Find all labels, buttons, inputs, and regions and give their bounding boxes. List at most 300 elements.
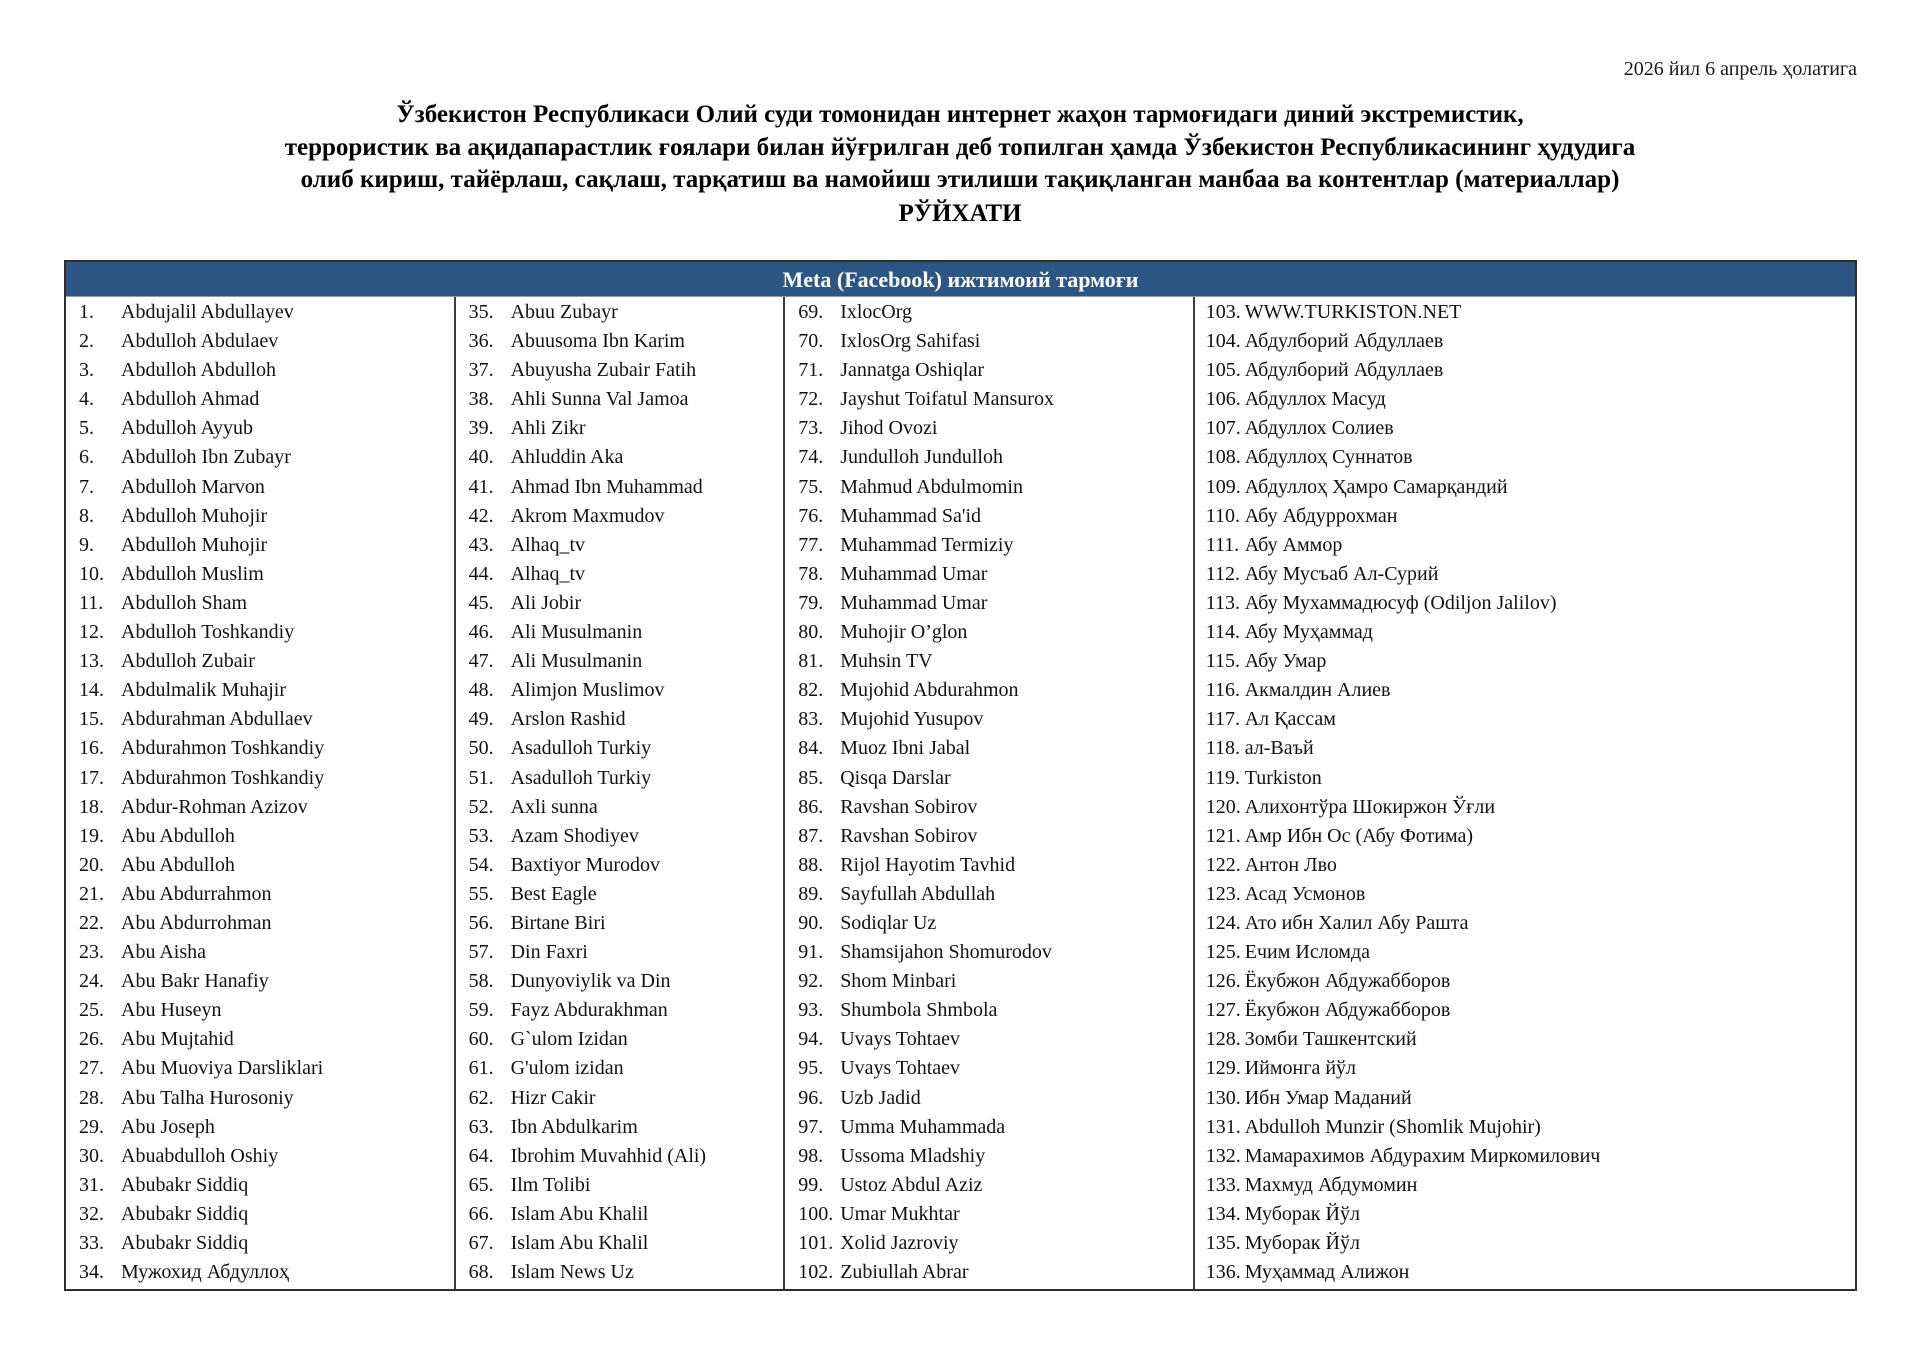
list-item [785,1229,1193,1258]
item-number: 56. [468,911,494,934]
list-item [66,1171,454,1200]
list-item [456,822,784,851]
item-label: Abu Huseyn [121,999,222,1022]
item-label: Abdulloh Muhojir [121,533,268,556]
item-label: Abu Muoviya Darsliklari [121,1057,324,1080]
item-label: Uvays Tohtaev [840,1057,961,1080]
item-number: 109. [1205,475,1241,498]
list-item [456,647,784,676]
item-number: 123. [1205,882,1241,905]
item-number: 50. [468,737,494,760]
list-item [66,851,454,880]
list-item [1195,996,1855,1025]
list-item [66,356,454,385]
list-item [1195,734,1855,763]
item-label: Muhammad Termiziy [840,533,1014,556]
item-label: Зомби Ташкентский [1244,1028,1417,1051]
item-label: Zubiullah Abrar [840,1261,969,1284]
list-item [785,647,1193,676]
item-label: G'ulom izidan [510,1057,624,1080]
list-item [785,909,1193,938]
item-label: Arslon Rashid [510,708,626,731]
item-label: Ibrohim Muvahhid (Ali) [510,1144,707,1167]
item-number: 67. [468,1232,494,1254]
item-label: Abdulloh Sham [121,591,248,614]
item-number: 3. [79,359,94,382]
list-item [1195,443,1855,472]
list-item [785,502,1193,531]
list-item [1195,647,1855,676]
list-item [785,1054,1193,1083]
item-number: 12. [79,621,104,644]
table-column-4 [1193,297,1855,1289]
item-label: Abubakr Siddiq [121,1232,249,1254]
list-item [1195,705,1855,734]
item-number: 77. [798,533,824,556]
table-column-2 [454,297,784,1289]
item-label: Rijol Hayotim Tavhid [840,853,1016,876]
list-item [785,589,1193,618]
item-number: 80. [798,621,824,644]
list-item [456,967,784,996]
list-item [1195,1054,1855,1083]
item-number: 14. [79,679,104,702]
list-item [66,1258,454,1287]
item-label: Turkiston [1244,766,1322,789]
list-item [66,618,454,647]
item-number: 20. [79,853,104,876]
item-number: 114. [1205,621,1240,644]
item-number: 51. [468,766,494,789]
item-number: 59. [468,999,494,1022]
item-number: 111. [1205,533,1240,556]
item-label: Uvays Tohtaev [840,1028,961,1051]
item-label: Mujohid Yusupov [840,708,984,731]
item-number: 133. [1205,1173,1241,1196]
item-number: 17. [79,766,104,789]
list-item [1195,618,1855,647]
item-label: Shom Minbari [840,970,957,993]
item-number: 120. [1205,795,1241,818]
title-caption: РЎЙХАТИ [898,199,1022,227]
item-number: 48. [468,679,494,702]
item-number: 61. [468,1057,494,1080]
list-item [1195,1258,1855,1287]
item-label: Махмуд Абдумомин [1244,1173,1418,1196]
item-number: 84. [798,737,824,760]
item-label: Sodiqlar Uz [840,911,937,934]
item-label: Fayz Abdurakhman [510,999,668,1022]
list-item [66,880,454,909]
list-item [66,298,454,327]
item-label: Ато ибн Халил Абу Рашта [1244,911,1469,934]
item-label: Muoz Ibni Jabal [840,737,971,760]
item-label: Abdulloh Ibn Zubayr [121,446,291,469]
list-item [785,822,1193,851]
item-label: Alimjon Muslimov [510,679,665,702]
item-number: 57. [468,941,494,964]
list-item [1195,938,1855,967]
item-label: Xolid Jazroviy [840,1232,959,1254]
list-item [456,1025,784,1054]
item-label: Mahmud Abdulmomin [840,475,1023,498]
item-number: 132. [1205,1144,1241,1167]
item-number: 86. [798,795,824,818]
item-label: Abu Abdulloh [121,853,235,876]
item-label: Abu Mujtahid [121,1028,234,1051]
item-number: 41. [468,475,494,498]
item-number: 97. [798,1115,824,1138]
item-number: 11. [79,591,104,614]
item-number: 21. [79,882,104,905]
item-number: 62. [468,1086,494,1109]
item-number: 72. [798,388,824,411]
table-body [66,297,1855,1289]
item-number: 106. [1205,388,1241,411]
list-item [66,589,454,618]
list-item [66,1113,454,1142]
item-number: 107. [1205,417,1241,440]
item-number: 45. [468,591,494,614]
item-number: 128. [1205,1028,1241,1051]
list-item [66,793,454,822]
item-number: 54. [468,853,494,876]
list-item [456,443,784,472]
item-label: Birtane Biri [510,911,606,934]
list-item [66,443,454,472]
item-number: 90. [798,911,824,934]
item-number: 25. [79,999,104,1022]
list-item [456,1142,784,1171]
item-label: Islam News Uz [510,1261,634,1284]
item-label: ал-Ваъй [1244,737,1314,760]
item-number: 63. [468,1115,494,1138]
item-number: 1. [79,301,94,323]
list-item [456,1054,784,1083]
item-label: G`ulom Izidan [510,1028,628,1051]
list-item [456,734,784,763]
list-item [456,1258,784,1287]
item-number: 122. [1205,853,1241,876]
item-number: 71. [798,359,824,382]
item-number: 136. [1205,1261,1241,1284]
item-label: Абу Муҳаммад [1244,621,1373,644]
item-label: Azam Shodiyev [510,824,639,847]
list-item [66,1084,454,1113]
list-item [456,298,784,327]
list-item [456,560,784,589]
list-item [66,473,454,502]
list-item [785,734,1193,763]
item-label: Islam Abu Khalil [510,1232,649,1254]
item-label: Abdulloh Muhojir [121,504,268,527]
list-item [1195,880,1855,909]
item-label: Muhammad Umar [840,591,988,614]
item-number: 89. [798,882,824,905]
list-item [456,880,784,909]
item-label: Abuu Zubayr [510,301,618,323]
item-label: Абу Умар [1244,650,1327,673]
list-item [1195,909,1855,938]
item-number: 38. [468,388,494,411]
list-item [1195,822,1855,851]
list-item [66,996,454,1025]
list-item [66,938,454,967]
list-item [66,967,454,996]
list-item [785,327,1193,356]
list-item [66,1229,454,1258]
item-label: Muhsin TV [840,650,933,673]
list-item [1195,793,1855,822]
item-label: Абдулборий Абдуллаев [1244,330,1444,353]
item-label: IxlocOrg [840,301,913,323]
list-item [785,473,1193,502]
item-number: 81. [798,650,824,673]
list-item [66,764,454,793]
title-line-1: Ўзбекистон Республикаси Олий суди томонидан интернет жаҳон тармоғидаги диний экстремистик, [396,101,1524,128]
item-number: 64. [468,1144,494,1167]
item-number: 76. [798,504,824,527]
item-number: 124. [1205,911,1241,934]
item-label: Muhammad Sa'id [840,504,981,527]
item-number: 126. [1205,970,1241,993]
list-item [785,938,1193,967]
item-label: Abdurahmon Toshkandiy [121,737,325,760]
item-label: Abdurahmon Toshkandiy [121,766,325,789]
item-number: 65. [468,1173,494,1196]
list-item [785,764,1193,793]
item-number: 112. [1205,562,1240,585]
list-item [785,793,1193,822]
item-label: Абдулборий Абдуллаев [1244,359,1444,382]
item-number: 74. [798,446,824,469]
list-item [1195,298,1855,327]
list-item [66,560,454,589]
item-label: Абдуллоҳ Суннатов [1244,446,1413,469]
item-label: Muhammad Umar [840,562,988,585]
item-label: Абдуллох Солиев [1244,417,1394,440]
list-item [456,793,784,822]
item-label: Muhojir O’glon [840,621,968,644]
item-label: Asadulloh Turkiy [510,766,652,789]
item-number: 35. [468,301,494,323]
list-item [1195,967,1855,996]
item-label: Муборак Йўл [1244,1202,1360,1225]
list-item [1195,1171,1855,1200]
item-label: Ilm Tolibi [510,1173,591,1196]
list-item [1195,1200,1855,1229]
list-item [785,298,1193,327]
list-item [785,385,1193,414]
list-item [456,1200,784,1229]
item-number: 5. [79,417,94,440]
item-label: Алихонтўра Шокиржон Ўғли [1244,795,1496,818]
item-number: 87. [798,824,824,847]
item-label: Abuusoma Ibn Karim [510,330,685,353]
list-item [456,676,784,705]
item-label: Антон Лво [1244,853,1337,876]
item-label: Mujohid Abdurahmon [840,679,1019,702]
list-item [785,1258,1193,1287]
item-number: 75. [798,475,824,498]
item-label: Ali Musulmanin [510,650,643,673]
item-label: Best Eagle [510,882,597,905]
item-number: 37. [468,359,494,382]
item-number: 9. [79,533,94,556]
item-number: 49. [468,708,494,731]
list-item [456,996,784,1025]
list-item [456,1084,784,1113]
item-number: 83. [798,708,824,731]
item-number: 116. [1205,679,1240,702]
item-number: 102. [798,1261,834,1284]
item-label: Abuyusha Zubair Fatih [510,359,697,382]
list-item [1195,356,1855,385]
item-number: 104. [1205,330,1241,353]
item-label: Ёкубжон Абдужабборов [1244,970,1451,993]
list-item [456,414,784,443]
item-label: Абдуллоҳ Ҳамро Самарқандий [1244,475,1508,498]
item-label: Абу Абдуррохман [1244,504,1398,527]
item-label: Муҳаммад Алижон [1244,1261,1410,1284]
item-label: Alhaq_tv [510,562,585,585]
item-number: 134. [1205,1202,1241,1225]
item-number: 117. [1205,708,1240,731]
list-item [1195,851,1855,880]
item-label: Jayshut Toifatul Mansurox [840,388,1054,411]
list-item [66,1025,454,1054]
list-item [785,967,1193,996]
item-label: Ussoma Mladshiy [840,1144,986,1167]
list-item [456,356,784,385]
item-label: WWW.TURKISTON.NET [1244,301,1462,323]
list-item [785,880,1193,909]
item-label: Abu Abdulloh [121,824,235,847]
item-number: 10. [79,562,104,585]
item-number: 22. [79,911,104,934]
list-item [1195,327,1855,356]
list-item [785,705,1193,734]
item-label: Ёкубжон Абдужабборов [1244,999,1451,1022]
item-label: Abdulloh Marvon [121,475,265,498]
item-number: 92. [798,970,824,993]
table-column-1 [66,297,454,1289]
item-number: 69. [798,301,824,323]
item-label: Абу Мусъаб Ал-Сурий [1244,562,1439,585]
item-number: 30. [79,1144,104,1167]
item-label: Abdulloh Ahmad [121,388,260,411]
list-item [785,1171,1193,1200]
list-item [785,618,1193,647]
list-item [456,618,784,647]
item-number: 8. [79,504,94,527]
list-item [785,1084,1193,1113]
item-label: Abdur-Rohman Azizov [121,795,308,818]
list-item [66,676,454,705]
item-label: Ahli Zikr [510,417,586,440]
list-item [456,705,784,734]
list-item [456,531,784,560]
list-item [66,531,454,560]
item-number: 34. [79,1261,104,1284]
item-label: Abdulloh Abdulaev [121,330,279,353]
list-item [1195,1229,1855,1258]
item-number: 135. [1205,1232,1241,1254]
item-label: Sayfullah Abdullah [840,882,996,905]
item-label: Abdujalil Abdullayev [121,301,294,323]
item-number: 29. [79,1115,104,1138]
item-number: 129. [1205,1057,1241,1080]
item-number: 68. [468,1261,494,1284]
item-number: 4. [79,388,94,411]
item-label: Abdulmalik Muhajir [121,679,286,702]
item-label: Ahmad Ibn Muhammad [510,475,703,498]
item-number: 47. [468,650,494,673]
item-label: Abdulloh Abdulloh [121,359,277,382]
item-label: Axli sunna [510,795,598,818]
item-label: Асад Усмонов [1244,882,1366,905]
item-label: Abdulloh Ayyub [121,417,254,440]
item-number: 66. [468,1202,494,1225]
item-label: Abdulloh Toshkandiy [121,621,295,644]
item-label: Abdulloh Zubair [121,650,255,673]
item-label: Umma Muhammada [840,1115,1006,1138]
item-number: 28. [79,1086,104,1109]
item-label: Акмалдин Алиев [1244,679,1391,702]
item-label: Мужохид Абдуллоҳ [121,1261,290,1284]
item-number: 19. [79,824,104,847]
item-number: 94. [798,1028,824,1051]
item-number: 33. [79,1232,104,1254]
item-number: 79. [798,591,824,614]
item-label: Asadulloh Turkiy [510,737,652,760]
item-number: 100. [798,1202,834,1225]
list-item [1195,414,1855,443]
list-item [456,851,784,880]
item-number: 70. [798,330,824,353]
item-label: Abdurahman Abdullaev [121,708,313,731]
item-label: Ravshan Sobirov [840,795,978,818]
item-label: Амр Ибн Ос (Абу Фотима) [1244,824,1474,847]
item-label: Ечим Исломда [1244,941,1370,964]
list-item [456,909,784,938]
title-line-3: олиб кириш, тайёрлаш, сақлаш, тарқатиш ва намойиш этилиши тақиқланган манбаа ва контентлар (материаллар) [300,166,1620,193]
list-item [785,414,1193,443]
item-number: 36. [468,330,494,353]
item-label: Abu Talha Hurosoniy [121,1086,294,1109]
list-item [66,822,454,851]
item-label: Shamsijahon Shomurodov [840,941,1052,964]
item-number: 23. [79,941,104,964]
item-label: Ustoz Abdul Aziz [840,1173,983,1196]
list-item [456,589,784,618]
item-number: 52. [468,795,494,818]
item-number: 121. [1205,824,1241,847]
item-label: Ибн Умар Маданий [1244,1086,1412,1109]
item-number: 73. [798,417,824,440]
item-label: Абу Мухаммадюсуф (Odiljon Jalilov) [1244,591,1557,614]
item-label: Alhaq_tv [510,533,585,556]
list-item [1195,1025,1855,1054]
item-label: Муборак Йўл [1244,1232,1360,1254]
list-item [1195,502,1855,531]
item-label: IxlosOrg Sahifasi [840,330,981,353]
item-number: 78. [798,562,824,585]
item-number: 95. [798,1057,824,1080]
item-number: 6. [79,446,94,469]
list-item [456,327,784,356]
item-label: Ali Jobir [510,591,582,614]
